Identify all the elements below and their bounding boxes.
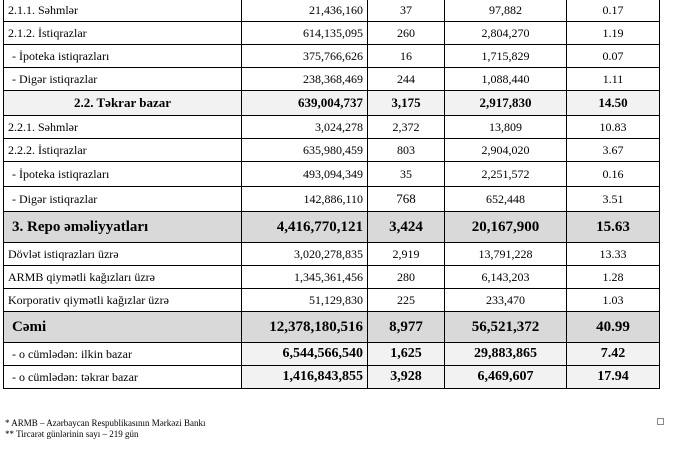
table-row [4, 187, 660, 212]
average-cell: 2,251,572 [445, 162, 567, 187]
volume-cell: 639,004,737 [242, 91, 368, 116]
row-label: - o cümlədən: ilkin bazar [4, 343, 242, 366]
count-cell: 3,928 [368, 366, 445, 389]
table-row [4, 139, 660, 162]
count-cell: 3,424 [368, 212, 445, 243]
share-cell: 7.42 [567, 343, 660, 366]
count-cell: 8,977 [368, 312, 445, 343]
table-row [4, 366, 660, 389]
row-label: 2.2.2. İstiqrazlar [4, 139, 242, 162]
volume-cell: 3,020,278,835 [242, 243, 368, 266]
share-cell: 1.19 [567, 22, 660, 45]
average-cell: 2,904,020 [445, 139, 567, 162]
volume-cell: 493,094,349 [242, 162, 368, 187]
count-cell: 260 [368, 22, 445, 45]
share-cell: 10.83 [567, 116, 660, 139]
count-cell: 37 [368, 0, 445, 22]
volume-cell: 375,766,626 [242, 45, 368, 68]
row-label: 2.2.1. Səhmlər [4, 116, 242, 139]
share-cell: 0.07 [567, 45, 660, 68]
share-cell: 15.63 [567, 212, 660, 243]
average-cell: 13,791,228 [445, 243, 567, 266]
row-label: Korporativ qiymətli kağızlar üzrə [4, 289, 242, 312]
count-cell: 768 [368, 187, 445, 212]
row-label: - o cümlədən: təkrar bazar [4, 366, 242, 389]
average-cell: 233,470 [445, 289, 567, 312]
share-cell: 1.28 [567, 266, 660, 289]
average-cell: 1,088,440 [445, 68, 567, 91]
statistics-table [3, 0, 660, 389]
average-cell: 20,167,900 [445, 212, 567, 243]
count-cell: 280 [368, 266, 445, 289]
subtotal-row [4, 91, 660, 116]
average-cell: 2,917,830 [445, 91, 567, 116]
row-label: 2.2. Təkrar bazar [4, 91, 242, 116]
volume-cell: 4,416,770,121 [242, 212, 368, 243]
average-cell: 2,804,270 [445, 22, 567, 45]
volume-cell: 6,544,566,540 [242, 343, 368, 366]
count-cell: 2,919 [368, 243, 445, 266]
volume-cell: 3,024,278 [242, 116, 368, 139]
share-cell: 1.11 [567, 68, 660, 91]
share-cell: 13.33 [567, 243, 660, 266]
average-cell: 6,143,203 [445, 266, 567, 289]
volume-cell: 142,886,110 [242, 187, 368, 212]
table-row [4, 243, 660, 266]
average-cell: 652,448 [445, 187, 567, 212]
volume-cell: 238,368,469 [242, 68, 368, 91]
count-cell: 803 [368, 139, 445, 162]
share-cell: 0.17 [567, 0, 660, 22]
count-cell: 35 [368, 162, 445, 187]
table-row [4, 289, 660, 312]
table-row [4, 343, 660, 366]
row-label: Cəmi [4, 312, 242, 343]
average-cell: 29,883,865 [445, 343, 567, 366]
average-cell: 1,715,829 [445, 45, 567, 68]
average-cell: 13,809 [445, 116, 567, 139]
share-cell: 1.03 [567, 289, 660, 312]
table-row [4, 22, 660, 45]
row-label: 2.1.1. Səhmlər [4, 0, 242, 22]
volume-cell: 1,416,843,855 [242, 366, 368, 389]
average-cell: 56,521,372 [445, 312, 567, 343]
share-cell: 3.67 [567, 139, 660, 162]
volume-cell: 12,378,180,516 [242, 312, 368, 343]
share-cell: 3.51 [567, 187, 660, 212]
count-cell: 16 [368, 45, 445, 68]
volume-cell: 614,135,095 [242, 22, 368, 45]
table-row [4, 68, 660, 91]
average-cell: 6,469,607 [445, 366, 567, 389]
row-label: Dövlət istiqrazları üzrə [4, 243, 242, 266]
row-label: 2.1.2. İstiqrazlar [4, 22, 242, 45]
volume-cell: 51,129,830 [242, 289, 368, 312]
average-cell: 97,882 [445, 0, 567, 22]
footnote: * ARMB – Azərbaycan Respublikasının Mərkəzi Bankı [5, 418, 206, 428]
row-label: - Digər istiqrazlar [4, 68, 242, 91]
share-cell: 17.94 [567, 366, 660, 389]
count-cell: 3,175 [368, 91, 445, 116]
row-label: ARMB qiymətli kağızları üzrə [4, 266, 242, 289]
count-cell: 1,625 [368, 343, 445, 366]
footnote: ** Tircarət günlərinin sayı – 219 gün [5, 429, 139, 439]
volume-cell: 21,436,160 [242, 0, 368, 22]
row-label: - İpoteka istiqrazları [4, 45, 242, 68]
section-total-row [4, 212, 660, 243]
volume-cell: 1,345,361,456 [242, 266, 368, 289]
count-cell: 225 [368, 289, 445, 312]
share-cell: 14.50 [567, 91, 660, 116]
count-cell: 2,372 [368, 116, 445, 139]
row-label: 3. Repo əməliyyatları [4, 212, 242, 243]
table-row [4, 0, 660, 22]
table-row [4, 116, 660, 139]
row-label: - Digər istiqrazlar [4, 187, 242, 212]
share-cell: 0.16 [567, 162, 660, 187]
table-row [4, 266, 660, 289]
table-row [4, 162, 660, 187]
grand-total-row [4, 312, 660, 343]
row-label: - İpoteka istiqrazları [4, 162, 242, 187]
share-cell: 40.99 [567, 312, 660, 343]
volume-cell: 635,980,459 [242, 139, 368, 162]
table-row [4, 45, 660, 68]
count-cell: 244 [368, 68, 445, 91]
table-resize-handle[interactable] [657, 418, 664, 425]
